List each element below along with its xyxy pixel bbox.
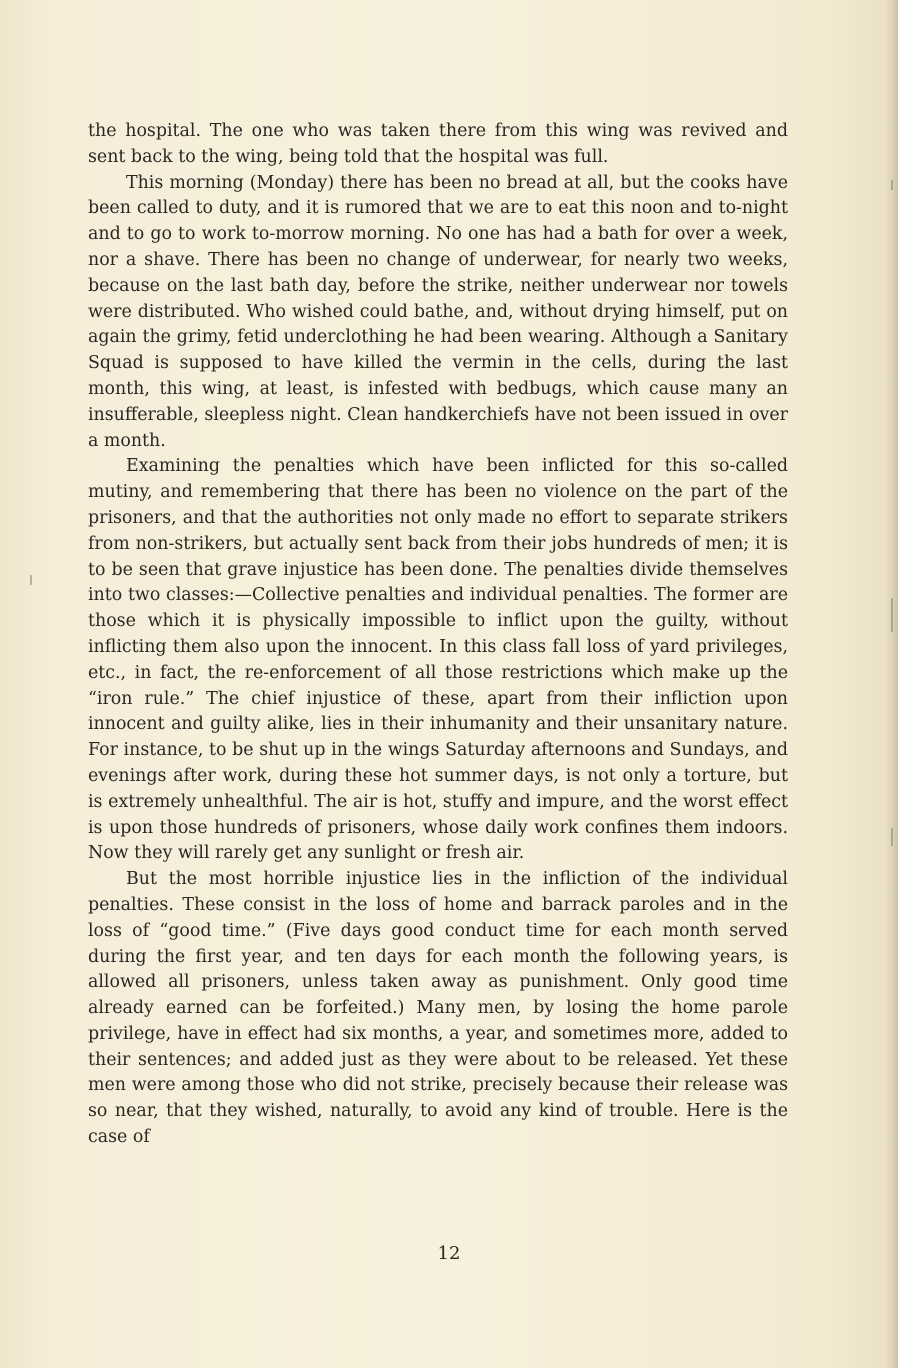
paragraph: But the most horrible injustice lies in the infliction of the individual penalties. These consist in the loss of home and barrack paroles and in the loss of “good time.” (Five days good conduct time for each month served during the first year, and ten days for each month the following years, is allowed all prisoners, unless taken away as punishment. Only good time already earned can be forfeited.) Many men, by losing the home parole privilege, have in effect had six months, a year, and sometimes more, added to their sentences; and added just as they were about to be released. Yet these men were among those who did not strike, precisely because their release was so near, that they wished, naturally, to avoid any kind of trouble. Here is the case of bbox=[88, 869, 788, 1148]
paragraph: This morning (Monday) there has been no bread at all, but the cooks have been called to duty, and it is rumored that we are to eat this noon and to-night and to go to work to-morrow morning. No one has had a bath for over a week, nor a shave. There has been no change of underwear, for nearly two weeks, because on the last bath day, before the strike, neither underwear nor towels were distributed. Who wished could bathe, and, without drying himself, put on again the grimy, fetid underclothing he had been wearing. Although a Sanitary Squad is supposed to have killed the vermin in the cells, during the last month, this wing, at least, is infested with bedbugs, which cause many an insufferable, sleepless night. Clean handkerchiefs have not been issued in over a month. bbox=[88, 172, 788, 451]
paragraph: Examining the penalties which have been inflicted for this so-called mutiny, and remembering that there has been no violence on the part of the prisoners, and that the authorities not only made no effort to separate strikers from non-strikers, but actually sent back from their jobs hundreds of men; it is to be seen that grave injustice has been done. The penalties divide themselves into two classes:—Collective penalties and individual penalties. The former are those which it is physically impossible to inflict upon the guilty, without inflicting them also upon the innocent. In this class fall loss of yard privileges, etc., in fact, the re-enforcement of all those restrictions which make up the “iron rule.” The chief injustice of these, apart from their infliction upon innocent and guilty alike, lies in their inhumanity and their unsanitary nature. For instance, to be shut up in the wings Saturday afternoons and Sundays, and evenings after work, during these hot summer days, is not only a torture, but is extremely unhealthful. The air is hot, stuffy and impure, and the worst effect is upon those hundreds of prisoners, whose daily work confines them indoors. Now they will rarely get any sunlight or fresh air. bbox=[88, 456, 788, 864]
paragraph: the hospital. The one who was taken there from this wing was revived and sent back to the wing, being told that the hospital was full. bbox=[88, 121, 788, 167]
margin-mark bbox=[891, 180, 893, 190]
body-text bbox=[88, 119, 788, 1151]
margin-mark bbox=[891, 828, 893, 846]
margin-mark bbox=[30, 575, 32, 585]
page-number: 12 bbox=[437, 1243, 461, 1264]
margin-mark bbox=[891, 598, 893, 632]
page-edge-shadow bbox=[884, 0, 898, 1368]
